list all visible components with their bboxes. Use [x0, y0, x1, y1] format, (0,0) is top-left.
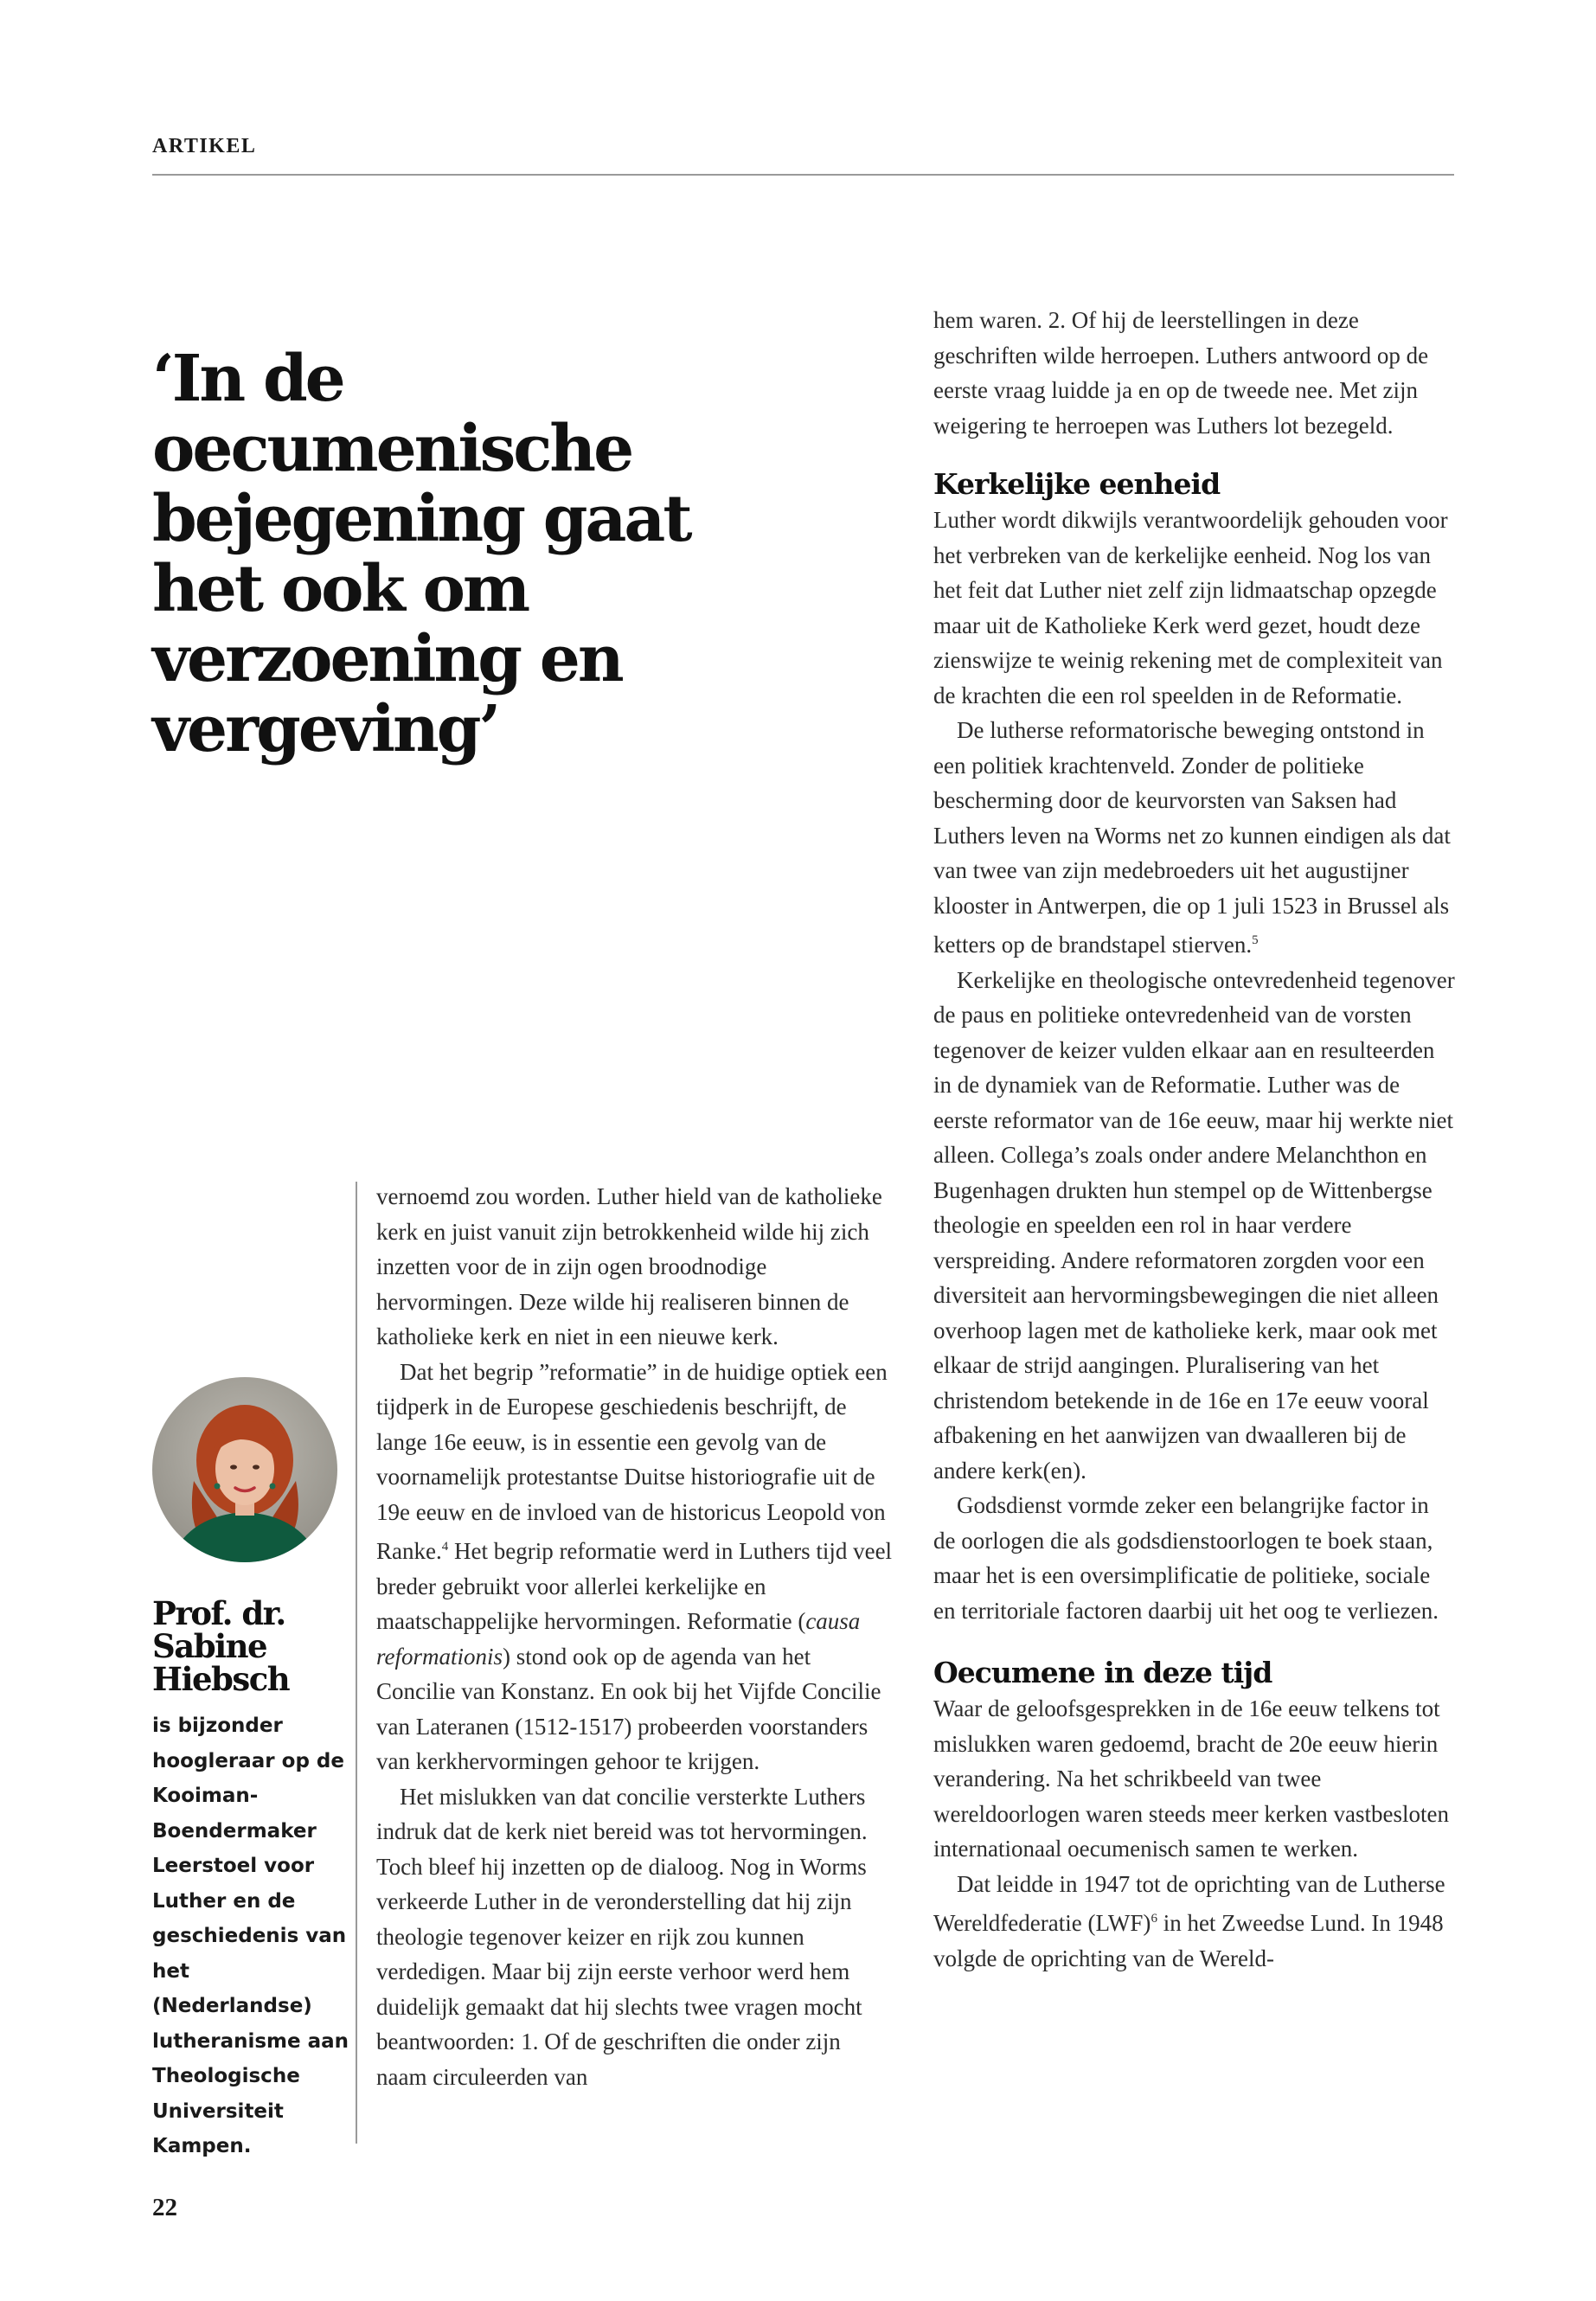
- paragraph: Dat het begrip ”reformatie” in de huidige optiek een tijdperk in de Europese geschiedenis beschrijft, de lange 16e eeuw, is in essentie een gevolg van de voornamelijk protestantse Duitse historiografie uit de 19e eeuw en de invloed van de historicus Leopold von Ranke.$^4$ Het begrip reformatie werd in Luthers tijd veel breder gebruikt voor allerlei kerkelijke en maatschappelijke hervormingen. Reformatie (causa reformationis) stond ook op de agenda van het Concilie van Konstanz. En ook bij het Vijfde Concilie van Lateranen (1512-1517) probeerden voorstanders van kerkhervormingen gehoor te krijgen.: [376, 1358, 893, 1774]
- page-number: 22: [152, 2194, 177, 2221]
- author-portrait-illustration: [152, 1377, 337, 1562]
- paragraph: Waar de geloofsgesprekken in de 16e eeuw telkens tot mislukken waren gedoemd, bracht de 20e eeuw hierin verandering. Na het schrikbeeld van twee wereldoorlogen waren steeds meer kerken vastbesloten internationaal oecumenisch samen te werken.: [933, 1695, 1450, 1862]
- paragraph: Kerkelijke en theologische ontevredenheid tegenover de paus en politieke ontevredenheid van de vorsten tegenover de keizer vulden elkaar aan en resulteerden in de dynamiek van de Reformatie. Luther was de eerste reformator van de 16e eeuw, maar hij werkte niet alleen. Collega’s zoals onder andere Melanchthon en Bugenhagen drukten hun stempel op de Wittenbergse theologie en speelden een rol in haar verdere verspreiding. Andere reformatoren zorgden voor een diversiteit aan hervormingsbewegingen die niet alleen overhoop lagen met de katholieke kerk, maar ook met elkaar de strijd aangingen. Pluralisering van het christendom betekende in de 16e en 17e eeuw vooral afbakening en het aanwijzen van dwaalleren bij de andere kerk(en).: [933, 966, 1455, 1484]
- paragraph: Luther wordt dikwijls verantwoordelijk gehouden voor het verbreken van de kerkelijke eenheid. Nog los van het feit dat Luther niet zelf zijn lidmaatschap opzegde maar uit de Katholieke Kerk werd gezet, houdt deze zienswijze te weinig rekening met de complexiteit van de krachten die een rol speelden in de Reformatie.: [933, 507, 1448, 708]
- author-bio: is bijzonder hoogleraar op de Kooiman-Boendermaker Leerstoel voor Luther en de geschiedenis van het (Nederlandse) lutheranisme aan Theologische Universiteit Kampen.: [152, 1715, 349, 2157]
- article-column-right: [933, 303, 1456, 1976]
- author-name: Prof. dr. Sabine Hiebsch: [152, 1594, 290, 1698]
- paragraph: Dat leidde in 1947 tot de oprichting van de Lutherse Wereldfederatie (LWF)$^6$ in het Zweedse Lund. In 1948 volgde de oprichting van de Wereld-: [933, 1870, 1445, 1971]
- section-label: ARTIKEL: [152, 135, 257, 157]
- paragraph: vernoemd zou worden. Luther hield van de katholieke kerk en juist vanuit zijn betrokkenheid wilde hij zich inzetten voor de in zijn ogen broodnodige hervormingen. Deze wilde hij realiseren binnen de katholieke kerk en niet in een nieuwe kerk.: [376, 1183, 882, 1349]
- author-portrait: [152, 1377, 337, 1562]
- paragraph: De lutherse reformatorische beweging ontstond in een politiek krachtenveld. Zonder de politieke bescherming door de keurvorsten van Saksen had Luthers leven na Worms net zo kunnen eindigen als dat van twee van zijn medebroeders uit het augustijner klooster in Antwerpen, die op 1 juli 1523 in Brussel als ketters op de brandstapel stierven.$^5$: [933, 717, 1451, 958]
- footnote-ref[interactable]: 5: [1252, 933, 1259, 947]
- section-heading: Oecumene in deze tijd: [933, 1656, 1272, 1689]
- headline: ‘In de oecumenische bejegening gaat het ook om verzoening en vergeving’: [152, 342, 690, 766]
- footnote-ref[interactable]: 4: [441, 1540, 449, 1554]
- section-heading: Kerkelijke eenheid: [933, 467, 1221, 501]
- paragraph: Het mislukken van dat concilie versterkte Luthers indruk dat de kerk niet bereid was tot hervormingen. Toch bleef hij inzetten op de dialoog. Nog in Worms verkeerde Luther in de veronderstelling dat hij zijn theologie tegenover keizer en rijk zou kunnen verdedigen. Maar bij zijn eerste verhoor werd hem duidelijk gemaakt dat hij slechts twee vragen mocht beantwoorden: 1. Of de geschriften die onder zijn naam circuleerden van: [376, 1783, 868, 2090]
- column-divider: [356, 1182, 357, 2144]
- paragraph: Godsdienst vormde zeker een belangrijke factor in de oorlogen die als godsdienstoorlogen te boek staan, maar het is een oversimplificatie de politieke, sociale en territoriale factoren daarbij uit het oog te verliezen.: [933, 1492, 1439, 1624]
- paragraph: hem waren. 2. Of hij de leerstellingen in deze geschriften wilde herroepen. Luthers antwoord op de eerste vraag luidde ja en op de tweede nee. Met zijn weigering te herroepen was Luthers lot bezegeld.: [933, 307, 1429, 439]
- footnote-ref[interactable]: 6: [1151, 1912, 1157, 1926]
- article-column-middle: [376, 1179, 895, 2094]
- header-rule: [152, 174, 1454, 176]
